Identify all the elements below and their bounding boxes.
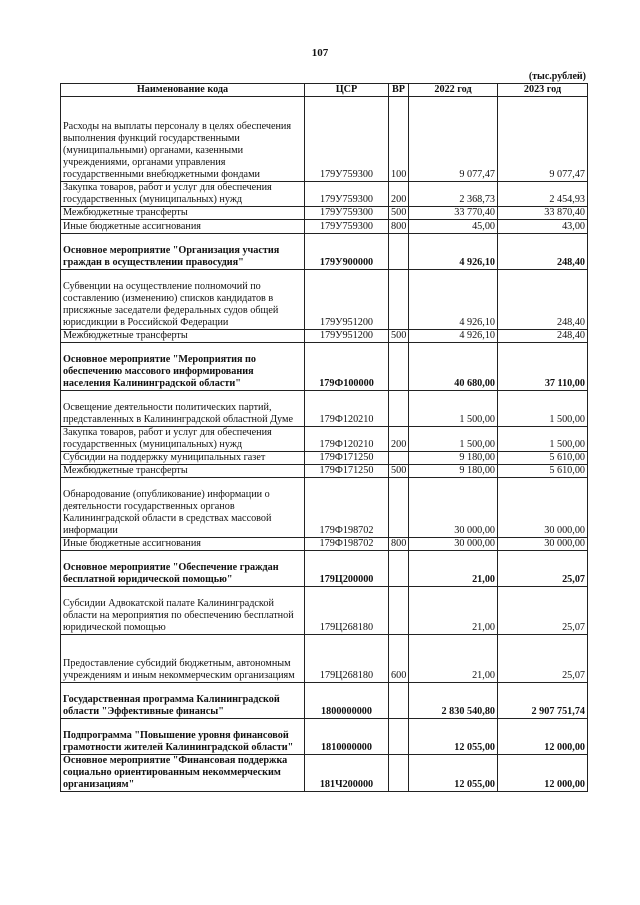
row-2022-cell: 9 077,47 (409, 97, 498, 182)
row-2023-cell: 248,40 (498, 234, 588, 270)
row-name-cell: Обнародование (опубликование) информации о деятельности государственных органов Калининградской области в средствах массовой информации (61, 478, 305, 538)
row-vr-cell (389, 719, 409, 755)
row-vr-cell (389, 683, 409, 719)
table-row (61, 182, 588, 207)
row-2023-cell: 5 610,00 (498, 465, 588, 478)
row-2023-cell: 248,40 (498, 270, 588, 330)
table-row (61, 719, 588, 755)
row-csr-cell: 179Ф120210 (305, 391, 389, 427)
row-name-cell: Основное мероприятие "Мероприятия по обеспечению массового информирования населения Калининградской области" (61, 343, 305, 391)
row-name-cell: Закупка товаров, работ и услуг для обеспечения государственных (муниципальных) нужд (61, 427, 305, 452)
row-vr-cell (389, 234, 409, 270)
table-row (61, 551, 588, 587)
column-header-vr: ВР (389, 84, 409, 97)
row-2023-cell: 1 500,00 (498, 427, 588, 452)
row-csr-cell: 179У759300 (305, 182, 389, 207)
row-2022-cell: 45,00 (409, 220, 498, 234)
row-2022-cell: 12 055,00 (409, 755, 498, 792)
table-row (61, 343, 588, 391)
table-row (61, 234, 588, 270)
row-vr-cell: 500 (389, 330, 409, 343)
row-vr-cell: 600 (389, 635, 409, 683)
row-name-cell: Расходы на выплаты персоналу в целях обеспечения выполнения функций государственными (муниципальными) органами, казенными учреждениями, органами управления государственными внебюджетными фондами (61, 97, 305, 182)
row-2022-cell: 21,00 (409, 551, 498, 587)
row-name-cell: Закупка товаров, работ и услуг для обеспечения государственных (муниципальных) нужд (61, 182, 305, 207)
row-name-cell: Субсидии на поддержку муниципальных газет (61, 452, 305, 465)
table-row (61, 427, 588, 452)
table-row (61, 755, 588, 792)
table-row (61, 635, 588, 683)
column-header-name: Наименование кода (61, 84, 305, 97)
row-2023-cell: 12 000,00 (498, 755, 588, 792)
column-header-csr: ЦСР (305, 84, 389, 97)
table-row (61, 97, 588, 182)
row-2023-cell: 5 610,00 (498, 452, 588, 465)
row-2022-cell: 4 926,10 (409, 330, 498, 343)
row-csr-cell: 179Ц200000 (305, 551, 389, 587)
row-2022-cell: 9 180,00 (409, 465, 498, 478)
row-vr-cell: 200 (389, 182, 409, 207)
row-2022-cell: 30 000,00 (409, 478, 498, 538)
row-vr-cell (389, 452, 409, 465)
row-csr-cell: 179Ф100000 (305, 343, 389, 391)
table-body (61, 97, 588, 792)
row-csr-cell: 179У951200 (305, 330, 389, 343)
row-csr-cell: 1800000000 (305, 683, 389, 719)
row-2023-cell: 33 870,40 (498, 207, 588, 220)
row-csr-cell: 1810000000 (305, 719, 389, 755)
row-name-cell: Межбюджетные трансферты (61, 330, 305, 343)
row-2023-cell: 25,07 (498, 551, 588, 587)
row-vr-cell (389, 551, 409, 587)
row-2022-cell: 4 926,10 (409, 234, 498, 270)
row-name-cell: Межбюджетные трансферты (61, 207, 305, 220)
row-2023-cell: 25,07 (498, 587, 588, 635)
table-row (61, 538, 588, 551)
table-row (61, 683, 588, 719)
row-vr-cell: 500 (389, 207, 409, 220)
row-csr-cell: 179Ц268180 (305, 635, 389, 683)
row-name-cell: Предоставление субсидий бюджетным, автономным учреждениям и иным некоммерческим организациям (61, 635, 305, 683)
row-2022-cell: 2 830 540,80 (409, 683, 498, 719)
row-2023-cell: 248,40 (498, 330, 588, 343)
table-row (61, 270, 588, 330)
row-2022-cell: 2 368,73 (409, 182, 498, 207)
table-header-row (61, 84, 588, 97)
row-2023-cell: 37 110,00 (498, 343, 588, 391)
table-row (61, 330, 588, 343)
row-vr-cell (389, 755, 409, 792)
row-vr-cell: 500 (389, 465, 409, 478)
column-header-2022: 2022 год (409, 84, 498, 97)
table-row (61, 465, 588, 478)
row-2023-cell: 12 000,00 (498, 719, 588, 755)
row-vr-cell: 800 (389, 538, 409, 551)
row-csr-cell: 179У951200 (305, 270, 389, 330)
row-name-cell: Государственная программа Калининградской области "Эффективные финансы" (61, 683, 305, 719)
row-csr-cell: 179У759300 (305, 207, 389, 220)
row-2022-cell: 1 500,00 (409, 427, 498, 452)
column-header-2023: 2023 год (498, 84, 588, 97)
budget-table (60, 83, 588, 792)
row-name-cell: Субвенции на осуществление полномочий по составлению (изменению) списков кандидатов в присяжные заседатели федеральных судов общей юрисдикции в Российской Федерации (61, 270, 305, 330)
row-2023-cell: 9 077,47 (498, 97, 588, 182)
row-vr-cell (389, 270, 409, 330)
row-2023-cell: 2 454,93 (498, 182, 588, 207)
row-2022-cell: 4 926,10 (409, 270, 498, 330)
row-csr-cell: 179У759300 (305, 220, 389, 234)
row-name-cell: Субсидии Адвокатской палате Калининградской области на мероприятия по обеспечению бесплатной юридической помощью (61, 587, 305, 635)
row-csr-cell: 179Ф120210 (305, 427, 389, 452)
row-vr-cell: 800 (389, 220, 409, 234)
row-2022-cell: 30 000,00 (409, 538, 498, 551)
row-2022-cell: 1 500,00 (409, 391, 498, 427)
row-name-cell: Межбюджетные трансферты (61, 465, 305, 478)
row-2022-cell: 9 180,00 (409, 452, 498, 465)
row-2022-cell: 33 770,40 (409, 207, 498, 220)
page-number: 107 (311, 47, 329, 59)
row-2022-cell: 21,00 (409, 587, 498, 635)
table-row (61, 391, 588, 427)
row-csr-cell: 179Ф171250 (305, 465, 389, 478)
row-csr-cell: 179Ф198702 (305, 538, 389, 551)
row-vr-cell (389, 343, 409, 391)
row-csr-cell: 179Ф171250 (305, 452, 389, 465)
table-row (61, 587, 588, 635)
row-2023-cell: 43,00 (498, 220, 588, 234)
table-row (61, 207, 588, 220)
row-name-cell: Основное мероприятие "Обеспечение граждан бесплатной юридической помощью" (61, 551, 305, 587)
row-2023-cell: 2 907 751,74 (498, 683, 588, 719)
row-csr-cell: 179У900000 (305, 234, 389, 270)
row-csr-cell: 179Ц268180 (305, 587, 389, 635)
table-row (61, 220, 588, 234)
row-csr-cell: 181Ч200000 (305, 755, 389, 792)
row-vr-cell (389, 391, 409, 427)
units-label: (тыс.рублей) (528, 71, 586, 82)
row-2023-cell: 30 000,00 (498, 538, 588, 551)
row-vr-cell: 100 (389, 97, 409, 182)
row-name-cell: Освещение деятельности политических партий, представленных в Калининградской областной Думе (61, 391, 305, 427)
row-2022-cell: 12 055,00 (409, 719, 498, 755)
row-vr-cell: 200 (389, 427, 409, 452)
table-row (61, 452, 588, 465)
row-csr-cell: 179Ф198702 (305, 478, 389, 538)
row-name-cell: Основное мероприятие "Организация участия граждан в осуществлении правосудия" (61, 234, 305, 270)
row-csr-cell: 179У759300 (305, 97, 389, 182)
row-2023-cell: 1 500,00 (498, 391, 588, 427)
row-vr-cell (389, 587, 409, 635)
row-name-cell: Подпрограмма "Повышение уровня финансовой грамотности жителей Калининградской области" (61, 719, 305, 755)
row-2023-cell: 30 000,00 (498, 478, 588, 538)
row-2022-cell: 21,00 (409, 635, 498, 683)
row-name-cell: Иные бюджетные ассигнования (61, 220, 305, 234)
row-vr-cell (389, 478, 409, 538)
row-2023-cell: 25,07 (498, 635, 588, 683)
row-2022-cell: 40 680,00 (409, 343, 498, 391)
row-name-cell: Иные бюджетные ассигнования (61, 538, 305, 551)
table-row (61, 478, 588, 538)
row-name-cell: Основное мероприятие "Финансовая поддержка социально ориентированным некоммерческим организациям" (61, 755, 305, 792)
